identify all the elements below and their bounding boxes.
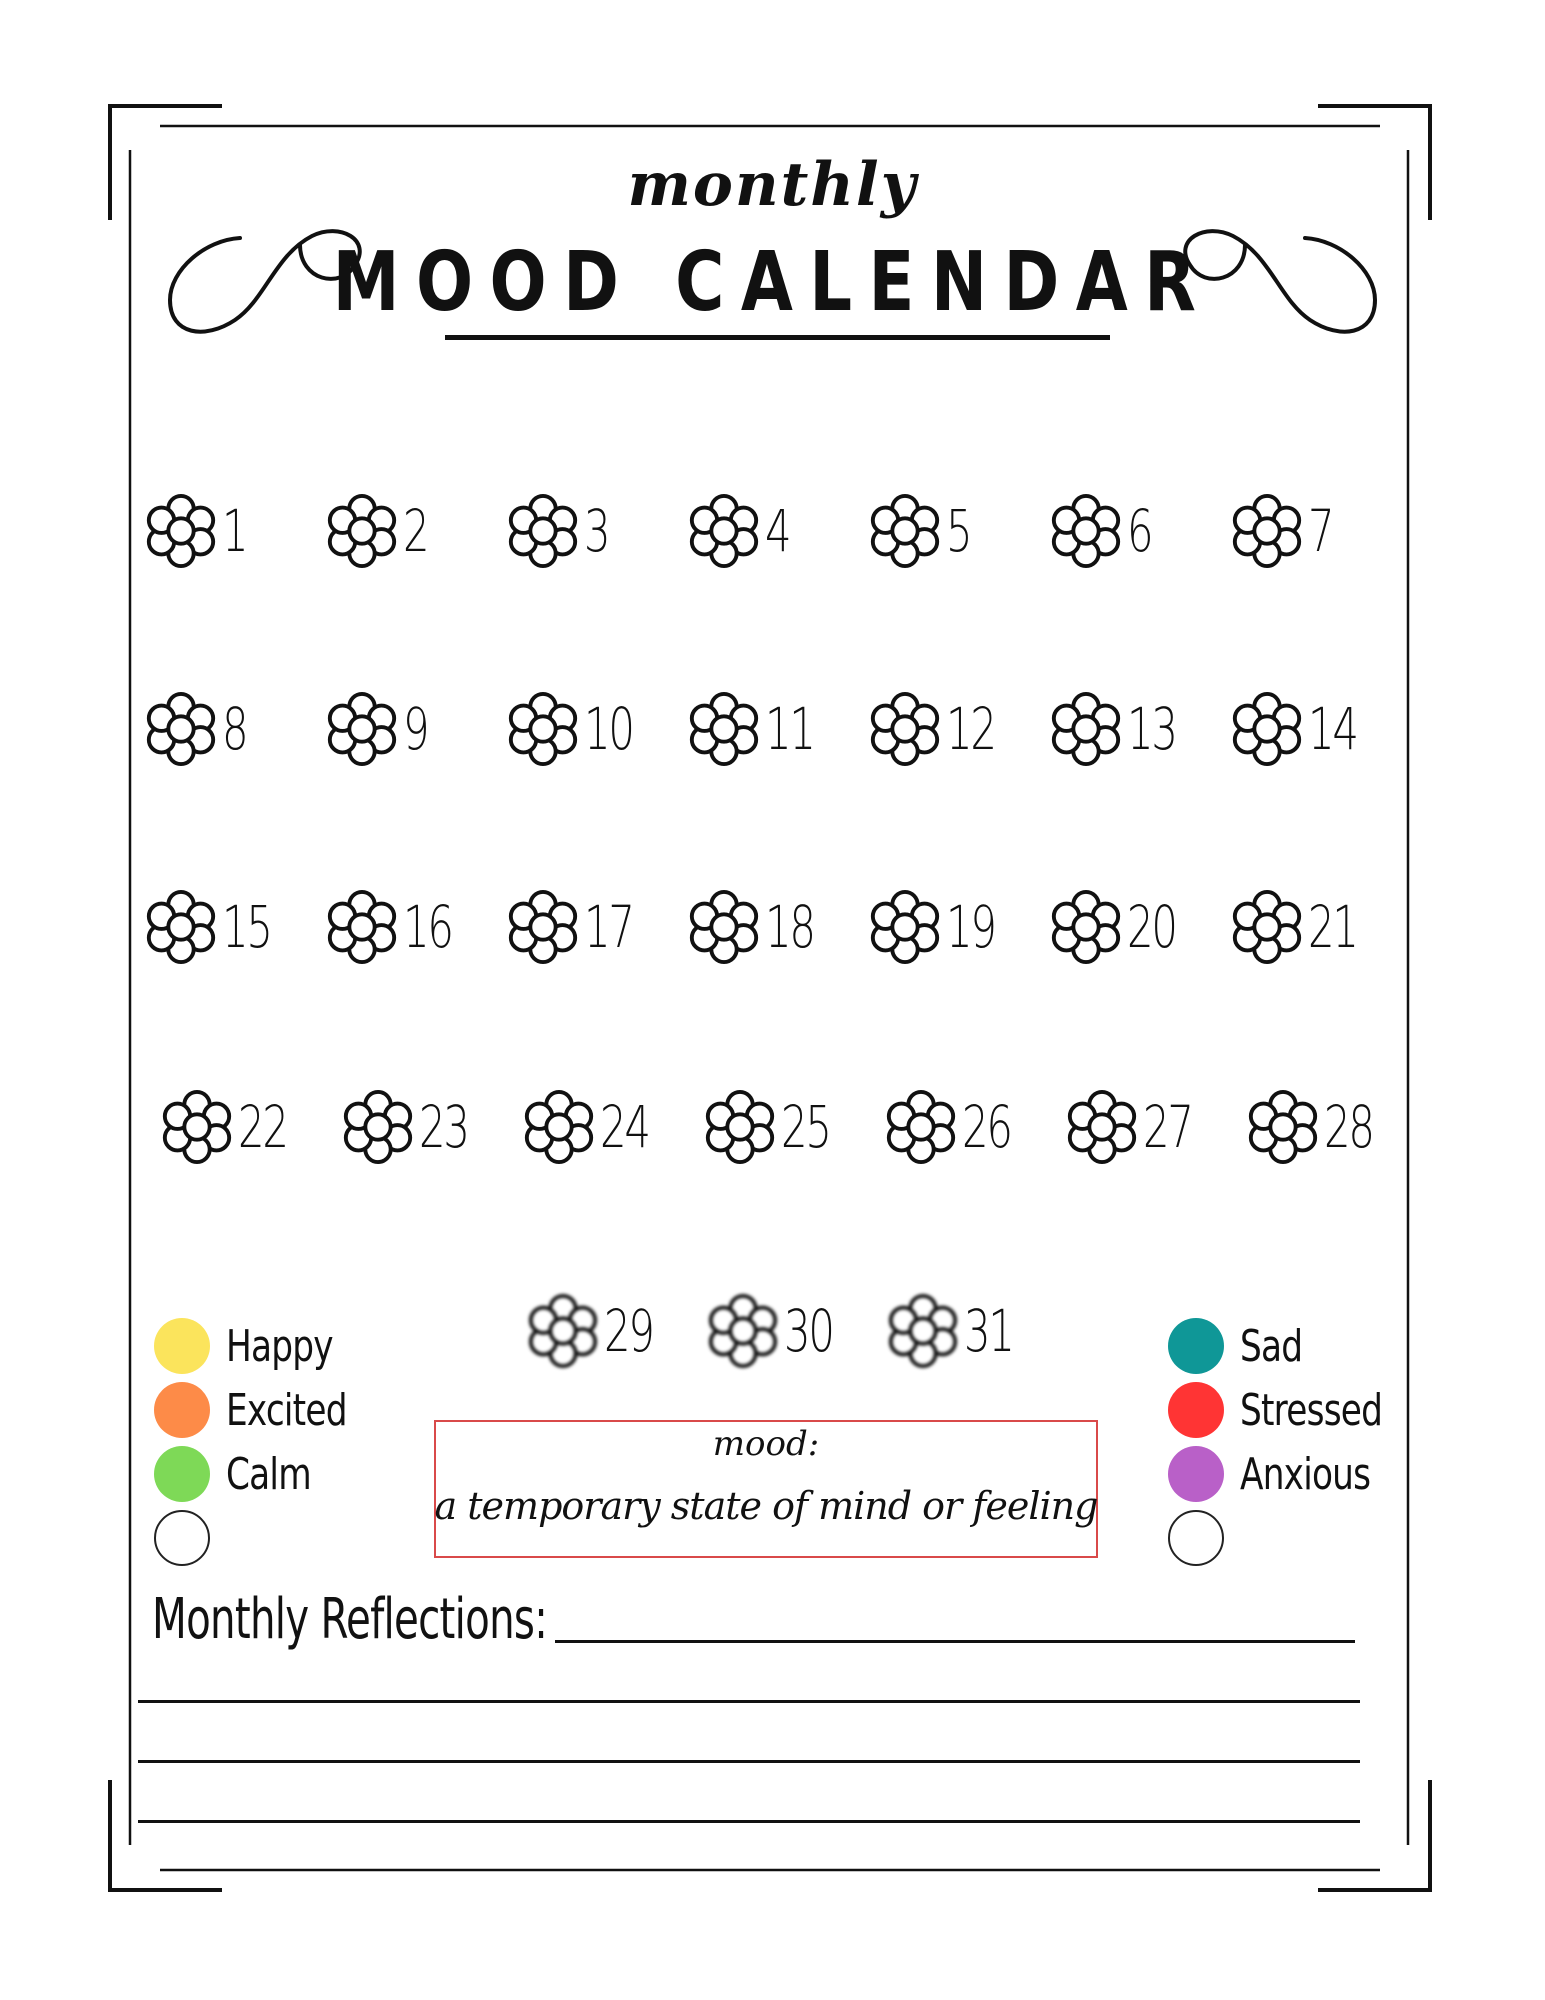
flower-icon[interactable] (866, 492, 944, 570)
day-number: 19 (946, 893, 995, 961)
flower-icon[interactable] (142, 690, 220, 768)
swatch-sad (1168, 1318, 1224, 1374)
flower-icon[interactable] (866, 690, 944, 768)
day-number: 12 (946, 695, 995, 763)
reflection-line[interactable] (138, 1760, 1360, 1763)
flower-icon[interactable] (704, 1292, 782, 1370)
swatch-excited (154, 1382, 210, 1438)
swatch-happy (154, 1318, 210, 1374)
flower-icon[interactable] (323, 888, 401, 966)
flower-icon[interactable] (323, 492, 401, 570)
day-number: 7 (1308, 497, 1333, 565)
day-number: 28 (1324, 1093, 1373, 1161)
day-number: 4 (765, 497, 790, 565)
flower-icon[interactable] (339, 1088, 417, 1166)
reflection-line[interactable] (138, 1820, 1360, 1823)
day-number: 1 (222, 497, 247, 565)
day-number: 3 (584, 497, 609, 565)
day-number: 5 (946, 497, 971, 565)
legend-label: Anxious (1240, 1449, 1371, 1500)
reflection-line[interactable] (555, 1640, 1355, 1643)
day-number: 10 (584, 695, 633, 763)
flower-icon[interactable] (520, 1088, 598, 1166)
flower-icon[interactable] (685, 690, 763, 768)
flower-icon[interactable] (685, 492, 763, 570)
flower-icon[interactable] (504, 690, 582, 768)
flower-icon[interactable] (504, 492, 582, 570)
day-number: 24 (600, 1093, 649, 1161)
day-number: 23 (419, 1093, 468, 1161)
flower-icon[interactable] (1228, 492, 1306, 570)
legend-label: Calm (226, 1449, 311, 1500)
flower-icon[interactable] (685, 888, 763, 966)
corner-bottom-right (1318, 1780, 1430, 1890)
title-script: monthly (627, 150, 918, 220)
swatch-anxious (1168, 1446, 1224, 1502)
corner-bottom-left (110, 1780, 222, 1890)
day-number: 31 (964, 1297, 1013, 1365)
title-underline (445, 335, 1110, 340)
flower-icon[interactable] (524, 1292, 602, 1370)
definition-word: mood: (712, 1424, 820, 1464)
swatch-calm (154, 1446, 210, 1502)
day-number: 20 (1127, 893, 1176, 961)
reflections-label: Monthly Reflections: (152, 1587, 548, 1652)
legend-label: Stressed (1240, 1385, 1383, 1436)
flower-icon[interactable] (158, 1088, 236, 1166)
day-number: 11 (765, 695, 814, 763)
flower-icon[interactable] (1228, 888, 1306, 966)
day-number: 27 (1143, 1093, 1192, 1161)
blank-swatch[interactable] (1168, 1510, 1224, 1566)
flower-icon[interactable] (1047, 690, 1125, 768)
day-number: 26 (962, 1093, 1011, 1161)
day-number: 30 (784, 1297, 833, 1365)
flower-icon[interactable] (323, 690, 401, 768)
day-number: 22 (238, 1093, 287, 1161)
flower-icon[interactable] (866, 888, 944, 966)
flower-icon[interactable] (504, 888, 582, 966)
flower-icon[interactable] (701, 1088, 779, 1166)
day-number: 25 (781, 1093, 830, 1161)
day-number: 6 (1127, 497, 1152, 565)
flower-icon[interactable] (1047, 888, 1125, 966)
day-number: 9 (403, 695, 428, 763)
flower-icon[interactable] (1063, 1088, 1141, 1166)
day-number: 18 (765, 893, 814, 961)
flower-icon[interactable] (142, 492, 220, 570)
day-number: 8 (222, 695, 247, 763)
definition-text: a temporary state of mind or feeling (434, 1484, 1098, 1528)
flower-icon[interactable] (884, 1292, 962, 1370)
flower-icon[interactable] (1047, 492, 1125, 570)
swatch-stressed (1168, 1382, 1224, 1438)
day-number: 15 (222, 893, 271, 961)
legend-label: Excited (226, 1385, 347, 1436)
flower-icon[interactable] (1244, 1088, 1322, 1166)
flower-icon[interactable] (882, 1088, 960, 1166)
day-number: 17 (584, 893, 633, 961)
page-title: MOOD CALENDAR (332, 235, 1213, 330)
legend-label: Happy (226, 1321, 333, 1372)
day-number: 14 (1308, 695, 1357, 763)
day-number: 16 (403, 893, 452, 961)
blank-swatch[interactable] (154, 1510, 210, 1566)
flower-icon[interactable] (1228, 690, 1306, 768)
legend-label: Sad (1240, 1321, 1303, 1372)
day-number: 13 (1127, 695, 1176, 763)
flower-icon[interactable] (142, 888, 220, 966)
day-number: 29 (604, 1297, 653, 1365)
day-number: 21 (1308, 893, 1357, 961)
reflection-line[interactable] (138, 1700, 1360, 1703)
day-number: 2 (403, 497, 428, 565)
